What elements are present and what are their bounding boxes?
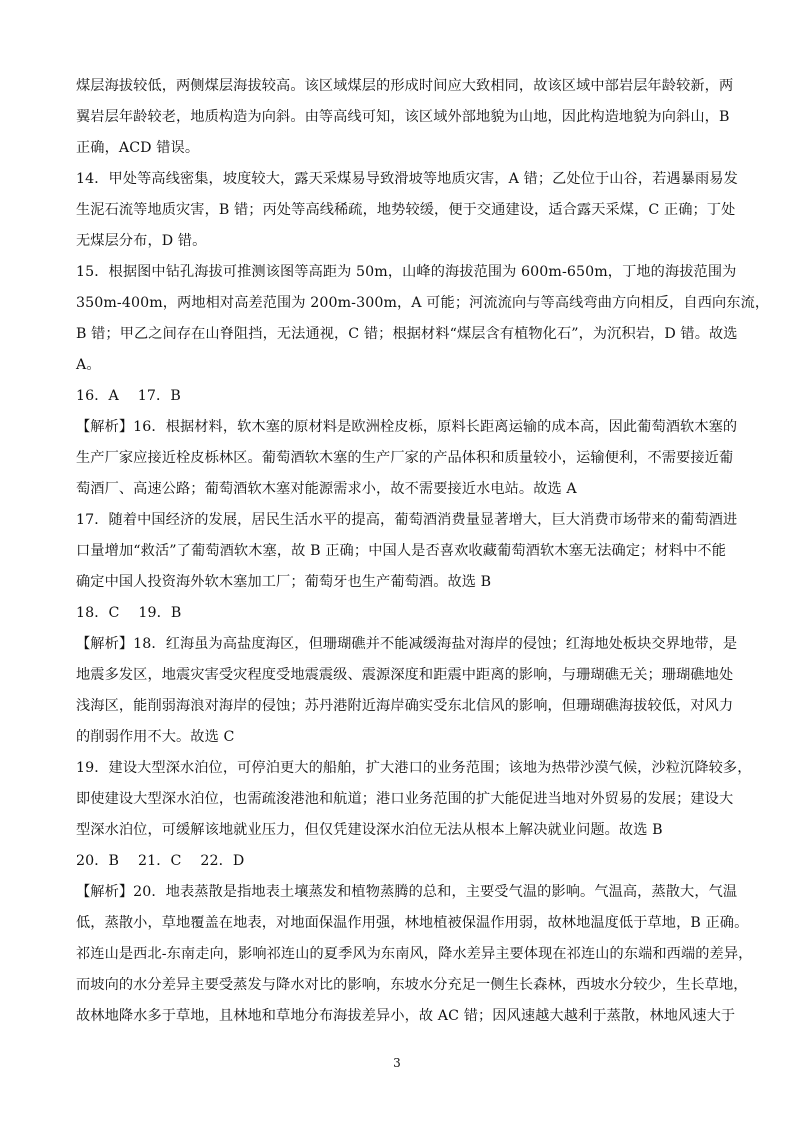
text-line: 的削弱作用不大。故选 C	[76, 729, 235, 745]
text-line: 正确，ACD 错误。	[76, 140, 200, 156]
text-line: 型深水泊位，可缓解该地就业压力，但仅凭建设深水泊位无法从根本上解决就业问题。故选 B	[76, 822, 663, 838]
text-line: 15．根据图中钻孔海拔可推测该图等高距为 50m，山峰的海拔范围为 600m-650m，丁地的海拔范围为	[76, 264, 737, 280]
text-line: 【解析】18．红海虽为高盐度海区，但珊瑚礁并不能减缓海盐对海岸的侵蚀；红海地处板块交界地带，是	[76, 636, 738, 652]
text-line: 地震多发区，地震灾害受灾程度受地震震级、震源深度和距震中距离的影响，与珊瑚礁无关；珊瑚礁地处	[76, 667, 734, 683]
text-line: 17．随着中国经济的发展，居民生活水平的提高，葡萄酒消费量显著增大，巨大消费市场带来的葡萄酒进	[76, 512, 738, 528]
document-body	[76, 78, 770, 1039]
answer-line: 18．C 19．B	[76, 605, 182, 621]
text-line: 19．建设大型深水泊位，可停泊更大的船舶，扩大港口的业务范围；该地为热带沙漠气候，沙粒沉降较多，	[76, 760, 752, 776]
text-line: 生产厂家应接近栓皮栎林区。葡萄酒软木塞的生产厂家的产品体积和质量较小，运输便利，不需要接近葡	[76, 450, 734, 466]
text-line: 确定中国人投资海外软木塞加工厂；葡萄牙也生产葡萄酒。故选 B	[76, 574, 492, 590]
text-line: 无煤层分布，D 错。	[76, 233, 207, 249]
text-line: 即使建设大型深水泊位，也需疏浚港池和航道；港口业务范围的扩大能促进当地对外贸易的发展；建设大	[76, 791, 734, 807]
text-line: 浅海区，能削弱海浪对海岸的侵蚀；苏丹港附近海岸确实受东北信风的影响，但珊瑚礁海拔较低，对风力	[76, 698, 734, 714]
text-line: 350m-400m，两地相对高差范围为 200m-300m，A 可能；河流流向与等高线弯曲方向相反，自西向东流，	[76, 295, 770, 311]
text-line: 14．甲处等高线密集，坡度较大，露天采煤易导致滑坡等地质灾害，A 错；乙处位于山谷，若遇暴雨易发	[76, 171, 738, 187]
text-line: 而坡向的水分差异主要受蒸发与降水对比的影响，东坡水分充足一侧生长森林，西坡水分较少，生长草地，	[76, 977, 748, 993]
text-line: A。	[76, 357, 101, 373]
page-number: 3	[393, 1056, 401, 1070]
text-line: B 错；甲乙之间存在山脊阻挡，无法通视，C 错；根据材料“煤层含有植物化石”，为沉积岩，D 错。故选	[76, 326, 738, 342]
text-line: 煤层海拔较低，两侧煤层海拔较高。该区域煤层的形成时间应大致相同，故该区域中部岩层年龄较新，两	[76, 78, 734, 94]
answer-line: 16．A 17．B	[76, 388, 181, 404]
text-line: 故林地降水多于草地，且林地和草地分布海拔差异小，故 AC 错；因风速越大越利于蒸散，林地风速大于	[76, 1008, 736, 1024]
text-line: 生泥石流等地质灾害，B 错；丙处等高线稀疏，地势较缓，便于交通建设，适合露天采煤，C 正确；丁处	[76, 202, 736, 218]
text-line: 祁连山是西北-东南走向，影响祁连山的夏季风为东南风，降水差异主要体现在祁连山的东端和西端的差异，	[76, 946, 753, 962]
text-line: 【解析】20．地表蒸散是指地表土壤蒸发和植物蒸腾的总和，主要受气温的影响。气温高，蒸散大，气温	[76, 884, 738, 900]
answer-line: 20．B 21．C 22．D	[76, 853, 245, 869]
text-line: 口量增加“救活”了葡萄酒软木塞，故 B 正确；中国人是否喜欢收藏葡萄酒软木塞无法确定；材料中不能	[76, 543, 726, 559]
text-line: 【解析】16．根据材料，软木塞的原材料是欧洲栓皮栎，原料长距离运输的成本高，因此葡萄酒软木塞的	[76, 419, 738, 435]
text-line: 翼岩层年龄较老，地质构造为向斜。由等高线可知，该区域外部地貌为山地，因此构造地貌为向斜山，B	[76, 109, 730, 125]
text-line: 低，蒸散小，草地覆盖在地表，对地面保温作用强，林地植被保温作用弱，故林地温度低于草地，B 正确。	[76, 915, 749, 931]
text-line: 萄酒厂、高速公路；葡萄酒软木塞对能源需求小，故不需要接近水电站。故选 A	[76, 481, 577, 497]
